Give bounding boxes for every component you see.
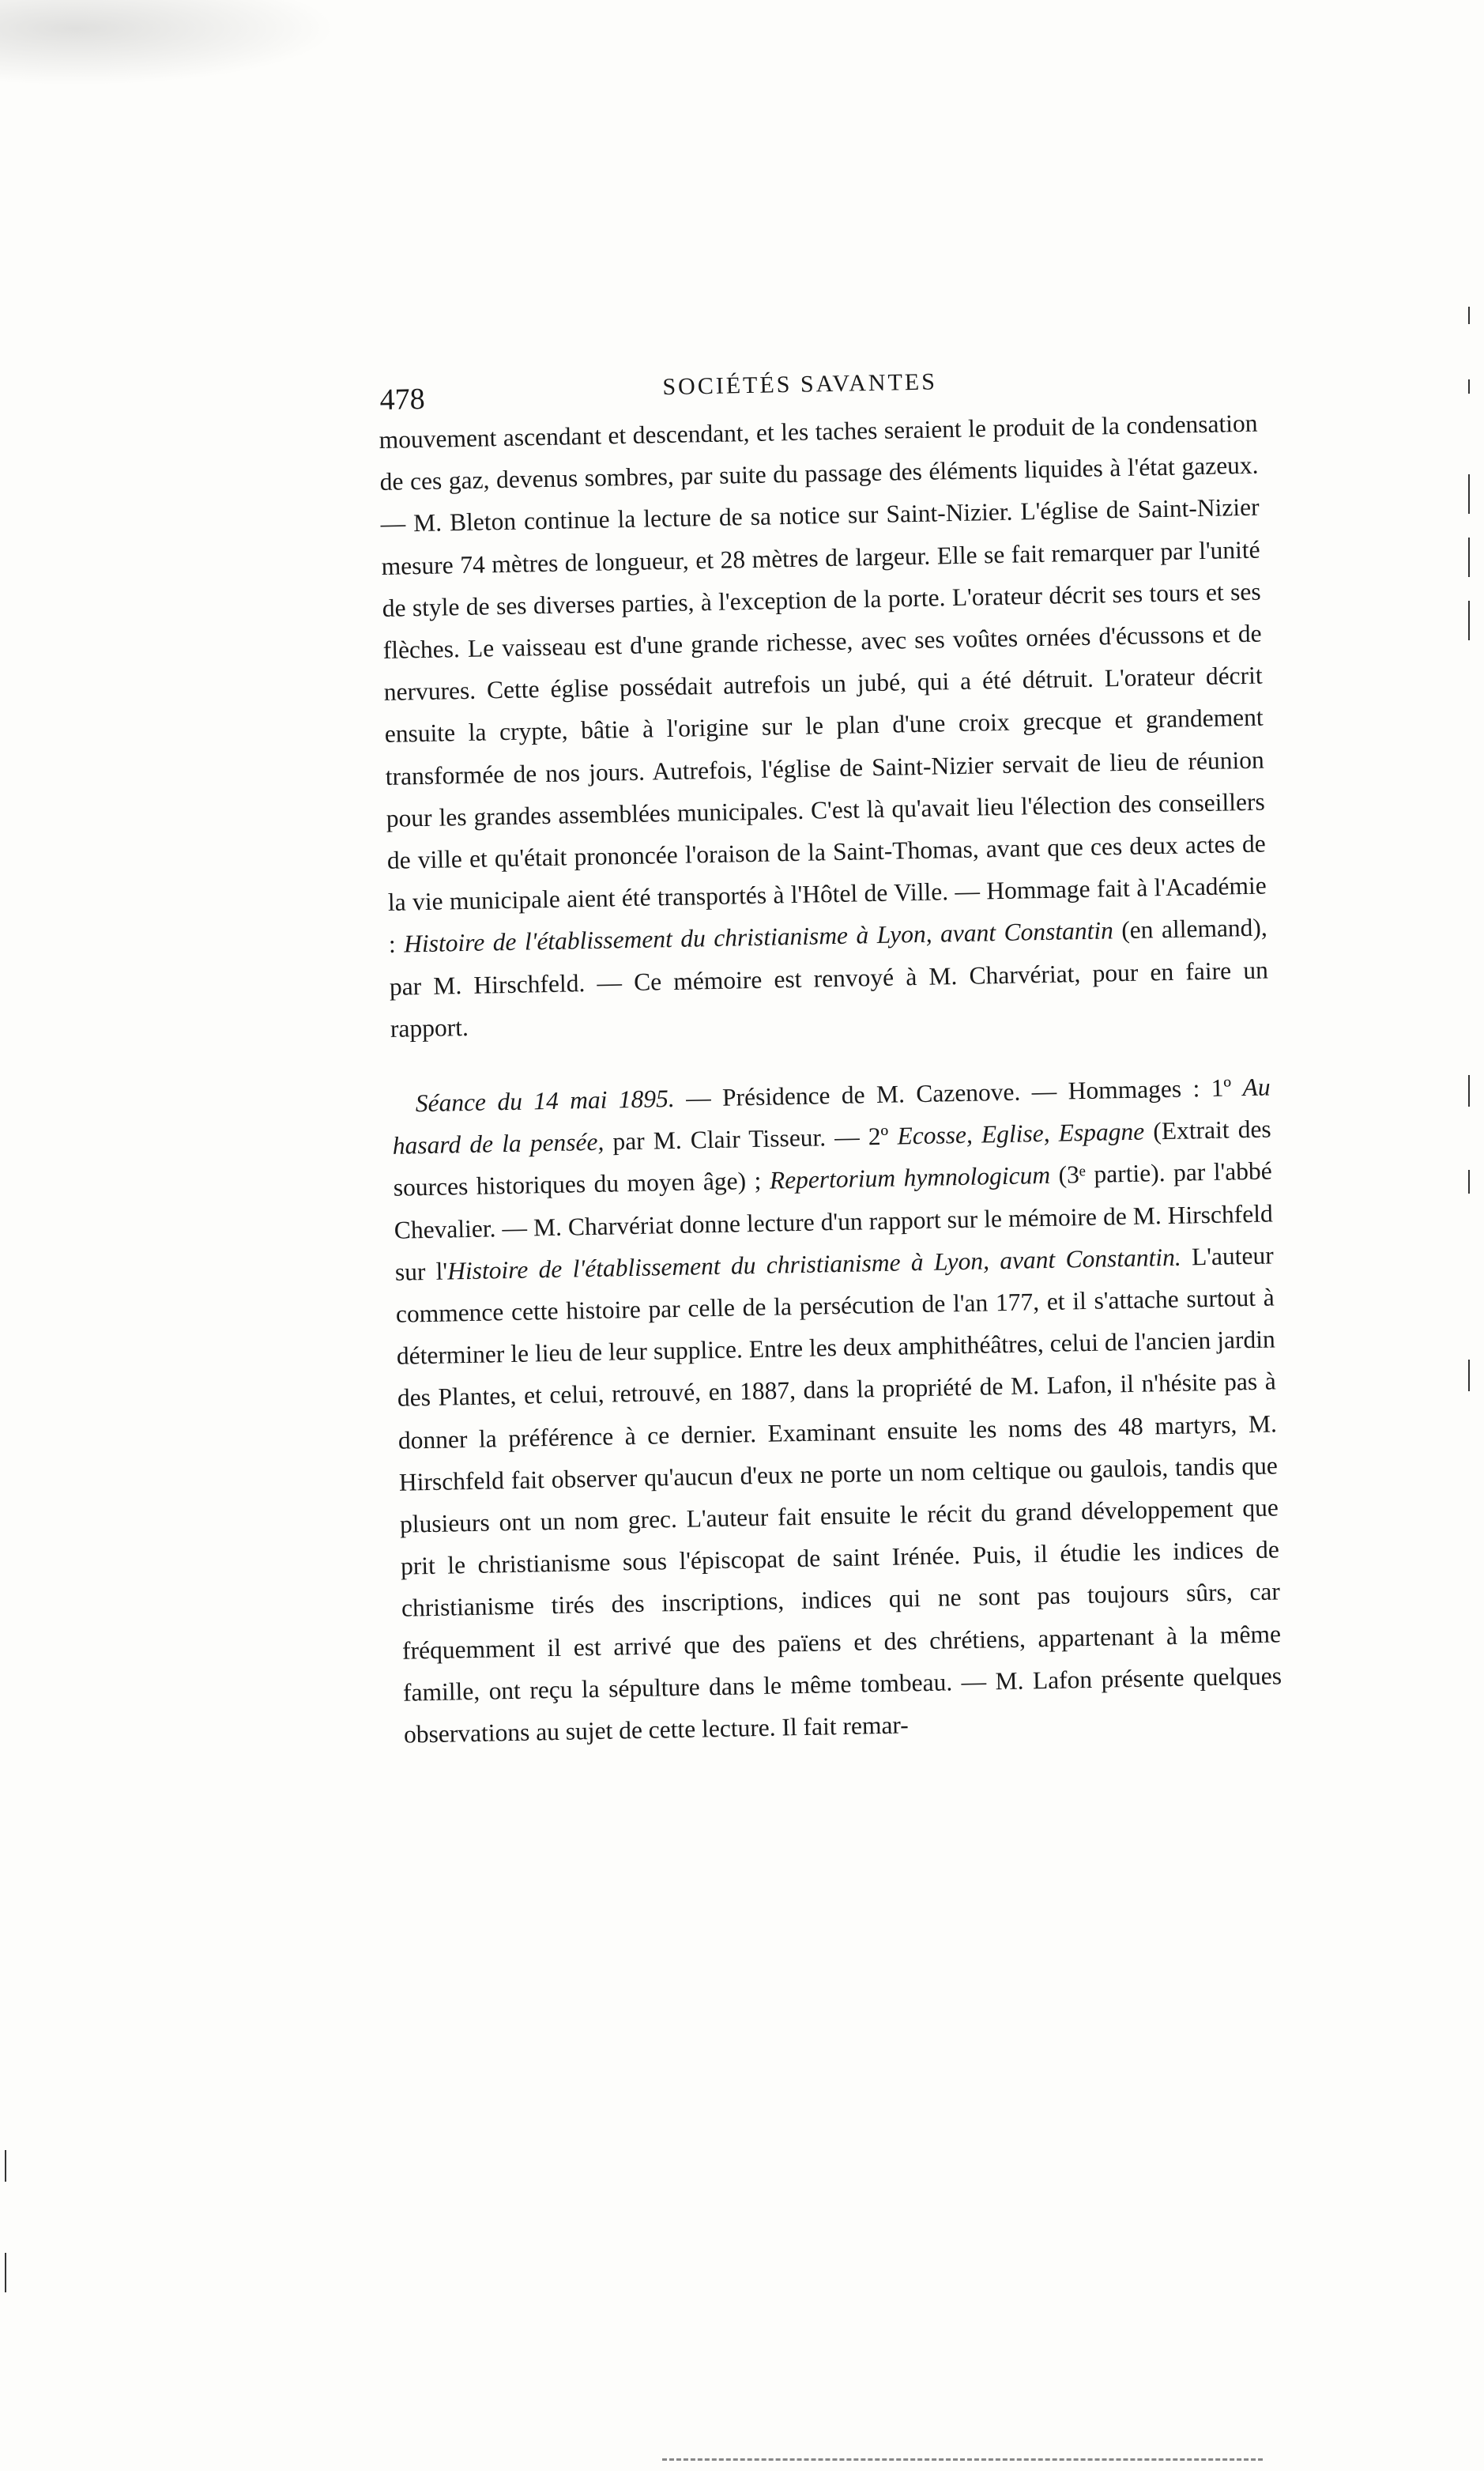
page-number: 478 [379, 382, 426, 417]
work-title: Au hasard de la pensée, [392, 1073, 1271, 1160]
scan-edge-mark [1468, 1170, 1470, 1194]
work-title: Histoire de l'établissement du christianisme à Lyon, avant Constantin. [446, 1243, 1182, 1285]
scan-edge-mark [1468, 601, 1470, 640]
scan-edge-mark [1468, 1360, 1470, 1391]
scan-edge-mark [1468, 474, 1470, 514]
session-date: Séance du 14 mai 1895. [415, 1085, 676, 1118]
paragraph-2-text: par M. Clair Tisseur. — 2º [612, 1122, 889, 1156]
scan-edge-mark [1468, 379, 1470, 394]
running-title: SOCIÉTÉS SAVANTES [662, 368, 938, 401]
scan-bottom-edge [662, 2458, 1263, 2461]
paragraph-1-end: (en allemand), par M. Hirschfeld. — Ce mémoire est renvoyé à M. Charvériat, pour en faire un rapport. [389, 913, 1269, 1043]
paragraph-2-text: L'auteur commence cette histoire par celle de la persécution de l'an 177, et il s'attache surtout à déterminer le lieu de leur supplice. Entre les deux amphithéâtres, celui de l'ancien jardin des Plantes, et celui, retrouvé, en 1887, dans la propriété de M. Lafon, il n'hésite pas à donner la préférence à ce dernier. Examinant ensuite les noms des 48 martyrs, M. Hirschfeld fait observer qu'aucun d'eux ne porte un nom celtique ou gaulois, tandis que plusieurs ont un nom grec. L'auteur fait ensuite le récit du grand développement que prit le christianisme sous l'épiscopat de saint Irénée. Puis, il étudie les indices de christianisme tirés des inscriptions, indices qui ne sont pas toujours sûrs, car fréquemment il est arrivé que des païens et des chrétiens, appartenant à la même famille, ont reçu la sépulture dans le même tombeau. — M. Lafon présente quelques observations au sujet de cette lecture. Il fait remar- [395, 1241, 1282, 1749]
scan-edge-mark [5, 2253, 6, 2292]
scan-edge-mark [5, 2150, 6, 2182]
work-title: Histoire de l'établissement du christianisme à Lyon, avant Constantin [403, 916, 1114, 958]
paragraph-2-text: (Extrait des sources historiques du moyen âge) ; [393, 1115, 1271, 1202]
paragraph-1-text: mouvement ascendant et descendant, et les taches seraient le produit de la condensation de ces gaz, devenus sombres, par suite du passage des éléments liquides à l'état gazeux. — M. Bleton continue la lecture de sa notice sur Saint-Nizier. L'église de Saint-Nizier mesure 74 mètres de longueur, et 28 mètres de largeur. Elle se fait remarquer par l'unité de style de ses diverses parties, à l'exception de la porte. L'orateur décrit ses tours et ses flèches. Le vaisseau est d'une grande richesse, avec ses voûtes ornées d'écussons et de nervures. Cette église possédait autrefois un jubé, qui a été détruit. L'orateur décrit ensuite la crypte, bâtie à l'origine sur le plan d'une croix grecque et grandement transformée de nos jours. Autrefois, l'église de Saint-Nizier servait de lieu de réunion pour les grandes assemblées municipales. C'est là qu'avait lieu l'élection des conseillers de ville et qu'était prononcée l'oraison de la Saint-Thomas, avant que ces deux actes de la vie municipale aient été transportés à l'Hôtel de Ville. — Hommage fait à l'Académie : [379, 409, 1267, 959]
paragraph-2-text: (3ᵉ partie). par l'abbé Chevalier. — M. Charvériat donne lecture d'un rapport sur le mémoire de M. Hirschfeld sur l' [394, 1156, 1273, 1286]
work-title: Repertorium hymnologicum [769, 1161, 1051, 1195]
paragraph-2 [391, 1066, 1282, 1756]
scan-edge-mark [1468, 1075, 1470, 1107]
scan-edge-mark [1468, 538, 1470, 577]
work-title: Ecosse, Eglise, Espagne [897, 1117, 1145, 1150]
page-content [378, 355, 1282, 1756]
scan-edge-mark [1468, 307, 1470, 324]
paragraph-2-text: — Présidence de M. Cazenove. — Hommages : 1º [685, 1073, 1232, 1112]
paragraph-1 [379, 402, 1269, 1050]
scan-smudge [0, 0, 379, 95]
